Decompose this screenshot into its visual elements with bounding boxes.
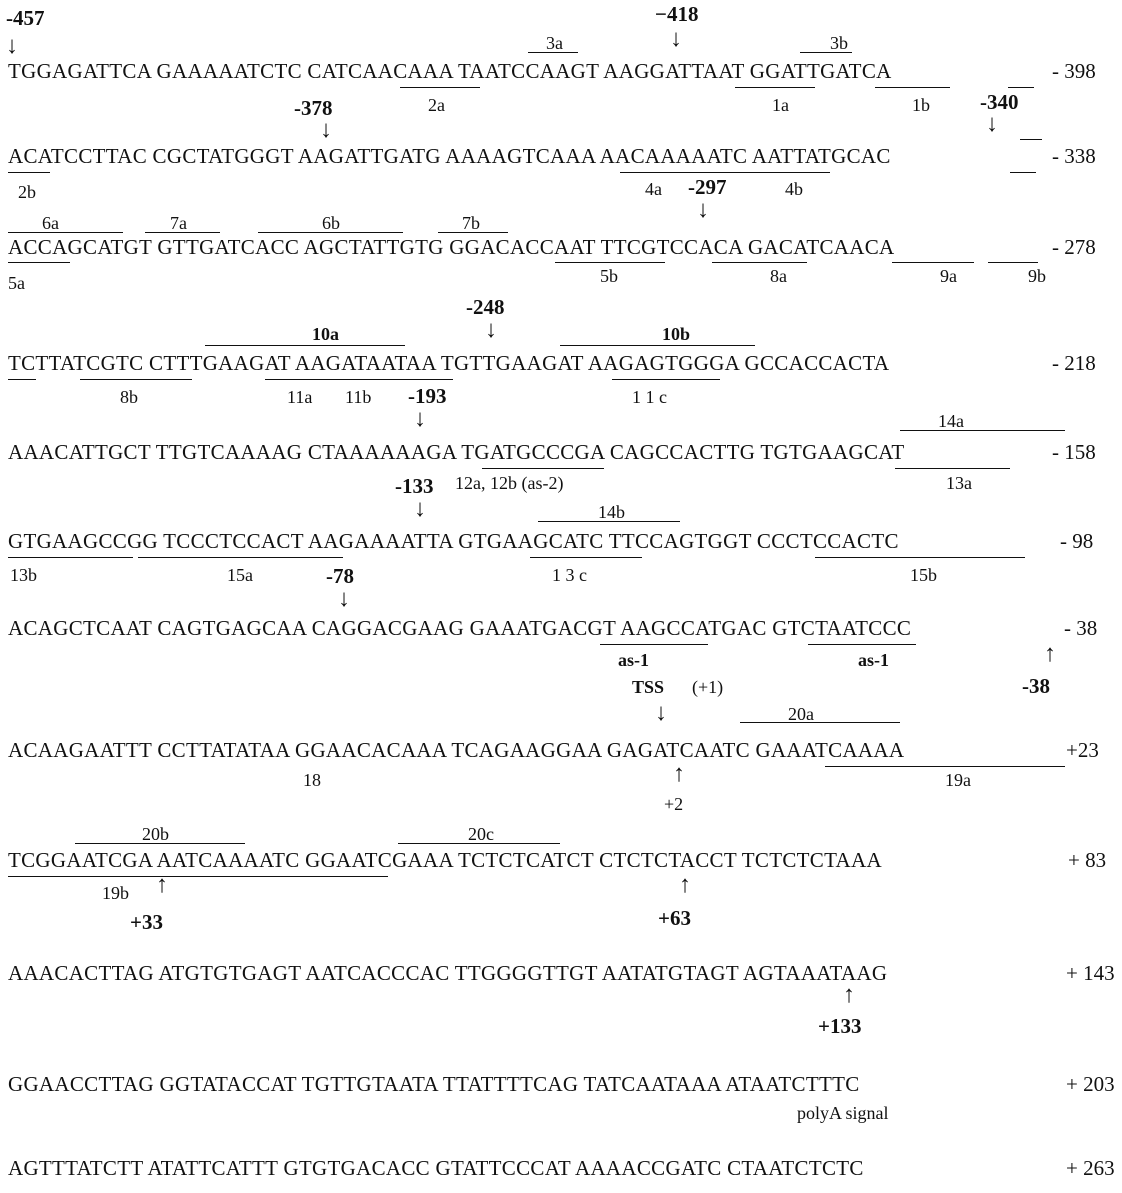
up-arrow-icon: ↑: [673, 761, 685, 787]
overline-10b: [560, 345, 755, 346]
underline-as1-second: [808, 644, 916, 645]
underline-11c: [612, 379, 720, 380]
underline-2b-end: [8, 172, 50, 173]
label-14a: 14a: [938, 411, 964, 431]
overline-14a: [900, 430, 1065, 431]
polya-signal-label: polyA signal: [797, 1103, 889, 1123]
underline-19a: [825, 766, 1065, 767]
row-number-11: + 203: [1066, 1072, 1115, 1096]
label-as-1-first: as-1: [618, 650, 649, 670]
label-8a: 8a: [770, 266, 787, 286]
row-number-8: +23: [1066, 738, 1099, 762]
down-arrow-icon: ↓: [697, 197, 709, 223]
position-minus-38: -38: [1022, 674, 1050, 698]
position-minus-340: -340: [980, 90, 1019, 114]
sequence-row-8: ACAAGAATTT CCTTATATAA GGAACACAAA TCAGAAGGAA GAGATCAATC GAAATCAAAA: [8, 738, 905, 762]
overline-6a-start: [1020, 139, 1042, 140]
underline-2b-start: [1008, 87, 1034, 88]
underline-11a-11b: [265, 379, 453, 380]
label-9b: 9b: [1028, 266, 1046, 286]
label-20c: 20c: [468, 824, 494, 844]
position-minus-297: -297: [688, 175, 727, 199]
position-plus-2: +2: [664, 794, 684, 814]
underline-as1-first: [600, 644, 708, 645]
label-7a: 7a: [170, 213, 187, 233]
row-number-3: - 278: [1052, 235, 1096, 259]
sequence-row-3: ACCAGCATGT GTTGATCACC AGCTATTGTG GGACACCAAT TTCGTCCACA GACATCAACA: [8, 235, 895, 259]
up-arrow-icon: ↑: [843, 982, 855, 1008]
label-8b: 8b: [120, 387, 138, 407]
tss-label: TSS: [632, 677, 665, 697]
label-11b: 11b: [345, 387, 372, 407]
position-plus-33: +33: [130, 910, 163, 934]
underline-13a: [895, 468, 1010, 469]
label-2b: 2b: [18, 182, 36, 202]
sequence-row-9: TCGGAATCGA AATCAAAATC GGAATCGAAA TCTCTCATCT CTCTCTACCT TCTCTCTAAA: [8, 848, 882, 872]
sequence-row-12: AGTTTATCTT ATATTCATTT GTGTGACACC GTATTCCCAT AAAACCGATC CTAATCTCTC: [8, 1156, 864, 1180]
down-arrow-icon: ↓: [338, 586, 350, 612]
down-arrow-icon: ↓: [320, 117, 332, 143]
sequence-row-7: ACAGCTCAAT CAGTGAGCAA CAGGACGAAG GAAATGACGT AAGCCATGAC GTCTAATCCC: [8, 616, 912, 640]
underline-15a: [138, 557, 343, 558]
underline-9b-end: [8, 379, 36, 380]
label-15b: 15b: [910, 565, 937, 585]
down-arrow-icon: ↓: [414, 406, 426, 432]
underline-5a-start: [1010, 172, 1036, 173]
down-arrow-icon: ↓: [655, 700, 667, 726]
underline-1a: [735, 87, 815, 88]
row-number-1: - 398: [1052, 59, 1096, 83]
up-arrow-icon: ↑: [679, 872, 691, 898]
up-arrow-icon: ↑: [156, 872, 168, 898]
row-number-7: - 38: [1064, 616, 1098, 640]
down-arrow-icon: ↓: [986, 111, 998, 137]
label-7b: 7b: [462, 213, 480, 233]
label-11c: 1 1 c: [632, 387, 667, 407]
row-number-4: - 218: [1052, 351, 1096, 375]
label-14b: 14b: [598, 502, 625, 522]
label-19a: 19a: [945, 770, 971, 790]
label-2a: 2a: [428, 95, 445, 115]
underline-12a-12b: [482, 468, 604, 469]
position-plus-133: +133: [818, 1014, 862, 1038]
up-arrow-icon: ↑: [1044, 641, 1056, 667]
label-13b: 13b: [10, 565, 37, 585]
down-arrow-icon: ↓: [670, 26, 682, 52]
label-18: 18: [303, 770, 321, 790]
row-number-5: - 158: [1052, 440, 1096, 464]
label-19b: 19b: [102, 883, 129, 903]
label-4a: 4a: [645, 179, 662, 199]
row-number-12: + 263: [1066, 1156, 1115, 1180]
label-5b: 5b: [600, 266, 618, 286]
position-plus-63: +63: [658, 906, 691, 930]
label-3b: 3b: [830, 33, 848, 53]
position-minus-193: -193: [408, 384, 447, 408]
label-13c: 1 3 c: [552, 565, 587, 585]
label-10b: 10b: [662, 324, 691, 344]
down-arrow-icon: ↓: [485, 317, 497, 343]
label-1b: 1b: [912, 95, 930, 115]
underline-5a: [8, 262, 70, 263]
label-11a: 11a: [287, 387, 313, 407]
label-10a: 10a: [312, 324, 339, 344]
label-6b: 6b: [322, 213, 340, 233]
label-4b: 4b: [785, 179, 803, 199]
underline-13b: [8, 557, 133, 558]
underline-1b: [875, 87, 950, 88]
underline-8b: [80, 379, 192, 380]
overline-10a: [205, 345, 405, 346]
underline-13c: [530, 557, 642, 558]
down-arrow-icon: ↓: [6, 33, 18, 59]
label-20b: 20b: [142, 824, 169, 844]
row-number-9: + 83: [1068, 848, 1107, 872]
position-minus-78: -78: [326, 564, 354, 588]
label-12a-12b-as2: 12a, 12b (as-2): [455, 473, 564, 493]
underline-2a: [400, 87, 480, 88]
sequence-row-6: GTGAAGCCGG TCCCTCCACT AAGAAAATTA GTGAAGCATC TTCCAGTGGT CCCTCCACTC: [8, 529, 899, 553]
label-6a: 6a: [42, 213, 59, 233]
underline-9a: [892, 262, 974, 263]
row-number-6: - 98: [1060, 529, 1094, 553]
label-3a: 3a: [546, 33, 563, 53]
position-minus-378: -378: [294, 96, 333, 120]
underline-8a: [712, 262, 807, 263]
sequence-row-11: GGAACCTTAG GGTATACCAT TGTTGTAATA TTATTTTCAG TATCAATAAA ATAATCTTTC: [8, 1072, 860, 1096]
row-number-10: + 143: [1066, 961, 1115, 985]
underline-15b: [815, 557, 1025, 558]
sequence-row-5: AAACATTGCT TTGTCAAAAG CTAAAAAAGA TGATGCCCGA CAGCCACTTG TGTGAAGCAT: [8, 440, 905, 464]
underline-4a-4b: [620, 172, 830, 173]
sequence-row-2: ACATCCTTAC CGCTATGGGT AAGATTGATG AAAAGTCAAA AACAAAAATC AATTATGCAC: [8, 144, 891, 168]
underline-9b: [988, 262, 1038, 263]
label-as-1-second: as-1: [858, 650, 889, 670]
label-20a: 20a: [788, 704, 814, 724]
overline-6a: [8, 232, 123, 233]
label-9a: 9a: [940, 266, 957, 286]
position-minus-133: -133: [395, 474, 434, 498]
sequence-row-1: TGGAGATTCA GAAAAATCTC CATCAACAAA TAATCCAAGT AAGGATTAAT GGATTGATCA: [8, 59, 892, 83]
label-1a: 1a: [772, 95, 789, 115]
sequence-row-10: AAACACTTAG ATGTGTGAGT AATCACCCAC TTGGGGTTGT AATATGTAGT AGTAAATAAG: [8, 961, 888, 985]
down-arrow-icon: ↓: [414, 496, 426, 522]
underline-19b: [8, 876, 388, 877]
tss-plus-1-label: (+1): [692, 677, 724, 697]
overline-20a: [740, 722, 900, 723]
row-number-2: - 338: [1052, 144, 1096, 168]
label-13a: 13a: [946, 473, 972, 493]
underline-5b: [555, 262, 665, 263]
label-15a: 15a: [227, 565, 253, 585]
label-5a: 5a: [8, 273, 25, 293]
position-minus-418: −418: [655, 2, 699, 26]
position-minus-457: -457: [6, 6, 45, 30]
sequence-row-4: TCTTATCGTC CTTTGAAGAT AAGATAATAA TGTTGAAGAT AAGAGTGGGA GCCACCACTA: [8, 351, 890, 375]
position-minus-248: -248: [466, 295, 505, 319]
